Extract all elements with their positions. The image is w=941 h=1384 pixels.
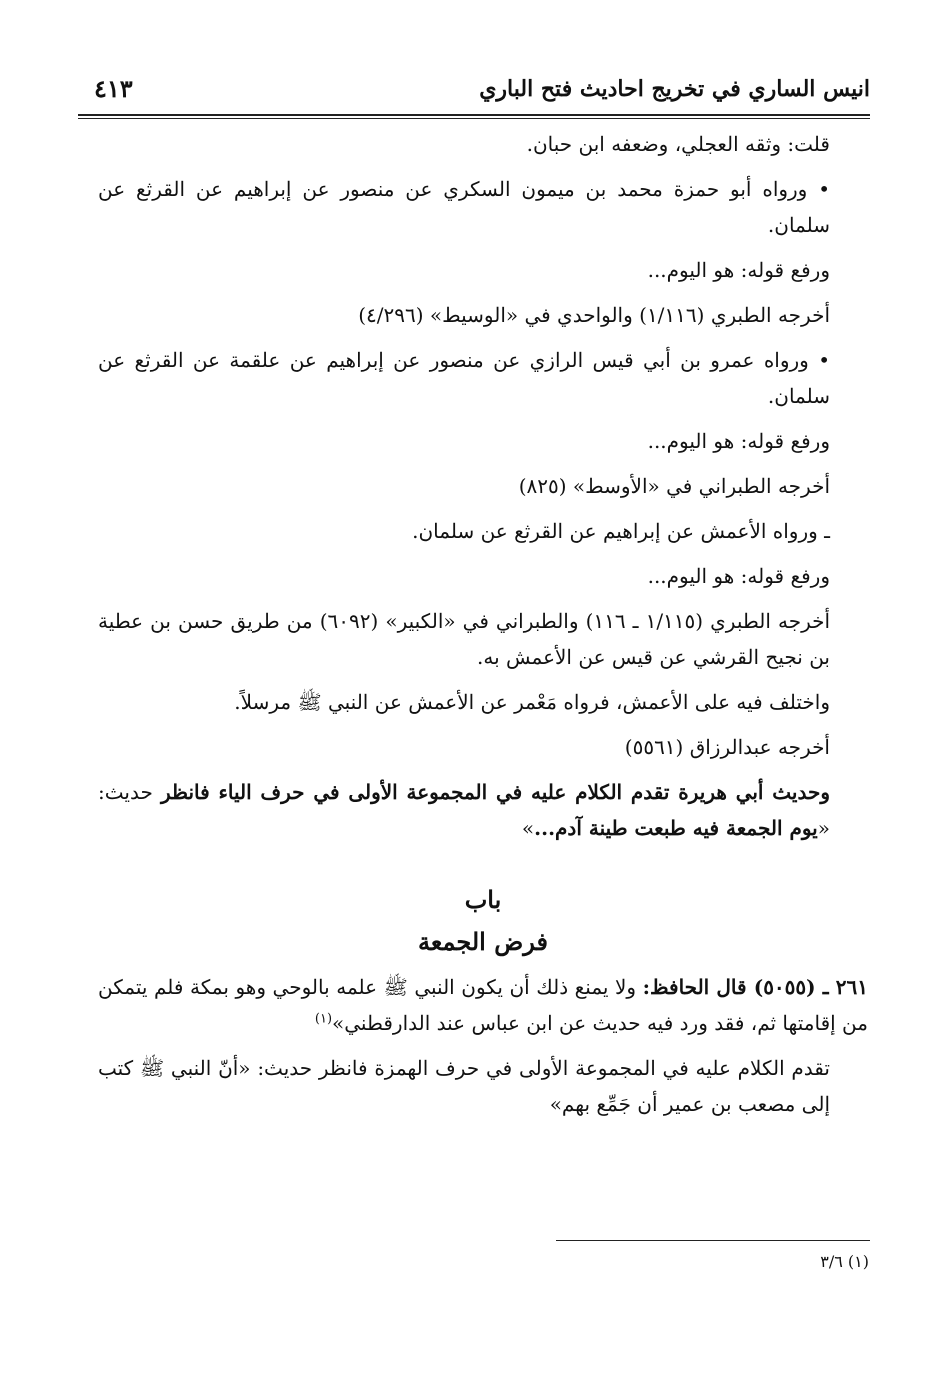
hadith-title: يوم الجمعة فيه طبعت طينة آدم... bbox=[534, 816, 818, 840]
header-rule bbox=[78, 114, 870, 119]
entry-number: ٢٦١ ـ (٥٠٥٥) قال الحافظ: bbox=[642, 975, 869, 999]
paragraph: أخرجه الطبري (١/١١٥ ـ ١١٦) والطبراني في «الكبير» (٦٠٩٢) من طريق حسن بن عطية بن نجيح القرشي عن قيس عن الأعمش به. bbox=[98, 609, 831, 669]
paragraph: ورفع قوله: هو اليوم... bbox=[647, 258, 830, 282]
page-number: ٤١٣ bbox=[94, 74, 133, 103]
paragraph: ورفع قوله: هو اليوم... bbox=[647, 564, 830, 588]
paragraph: واختلف فيه على الأعمش، فرواه مَعْمر عن الأعمش عن النبي ﷺ مرسلاً. bbox=[234, 690, 830, 714]
footnote-ref: (١) bbox=[314, 1011, 333, 1027]
paragraph: • ورواه عمرو بن أبي قيس الرازي عن منصور عن إبراهيم عن علقمة عن القرثع عن سلمان. bbox=[98, 348, 830, 408]
paragraph: أخرجه الطبراني في «الأوسط» (٨٢٥) bbox=[518, 474, 830, 498]
footnote-rule bbox=[556, 1240, 870, 1241]
paragraph: أخرجه عبدالرزاق (٥٥٦١) bbox=[624, 735, 830, 759]
paragraph: تقدم الكلام عليه في المجموعة الأولى في حرف الهمزة فانظر حديث: «أنّ النبي ﷺ كتب إلى مصعب بن عمير أن جَمِّع بهم» bbox=[98, 1056, 830, 1116]
header-title: انيس الساري في تخريج احاديث فتح الباري bbox=[479, 76, 870, 102]
bold-text: وحديث أبي هريرة تقدم الكلام عليه في المجموعة الأولى في حرف الياء فانظر bbox=[161, 780, 830, 804]
plain-text: حديث: « bbox=[98, 780, 830, 840]
running-header bbox=[78, 70, 870, 108]
paragraph: ورفع قوله: هو اليوم... bbox=[647, 429, 830, 453]
footnote: (١) ٣/٦ bbox=[820, 1252, 869, 1271]
paragraph: قلت: وثقه العجلي، وضعفه ابن حبان. bbox=[526, 132, 830, 156]
entry-paragraph bbox=[98, 969, 868, 1041]
paragraph bbox=[98, 774, 868, 846]
spacer bbox=[98, 855, 868, 879]
chapter-title: فرض الجمعة bbox=[418, 927, 548, 956]
main-text bbox=[98, 126, 868, 1131]
entry-text: ولا يمنع ذلك أن يكون النبي ﷺ علمه بالوحي وهو بمكة فلم يتمكن من إقامتها ثم، فقد ورد فيه حديث عن ابن عباس عند الدارقطني» bbox=[98, 975, 868, 1035]
paragraph: أخرجه الطبري (١/١١٦) والواحدي في «الوسيط» (٤/٢٩٦) bbox=[358, 303, 830, 327]
chapter-label: باب bbox=[464, 885, 502, 914]
paragraph: ـ ورواه الأعمش عن إبراهيم عن القرثع عن سلمان. bbox=[412, 519, 830, 543]
plain-text: » bbox=[521, 816, 535, 840]
paragraph: • ورواه أبو حمزة محمد بن ميمون السكري عن منصور عن إبراهيم عن القرثع عن سلمان. bbox=[98, 177, 830, 237]
